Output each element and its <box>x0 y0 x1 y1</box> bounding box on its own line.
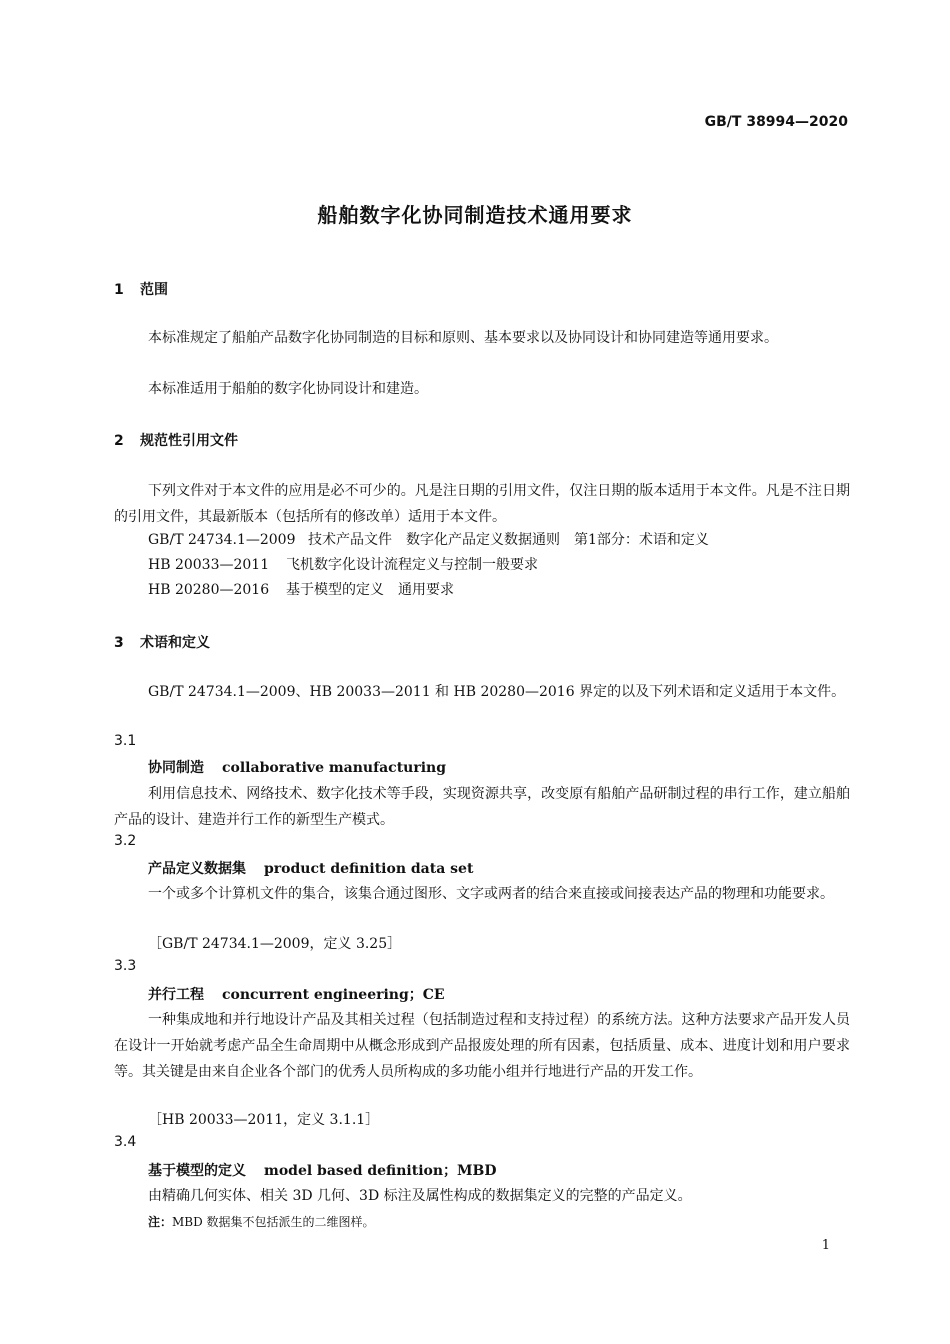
term-definition: 利用信息技术、网络技术、数字化技术等手段，实现资源共享，改变原有船舶产品研制过程的串行工作，建立船舶产品的设计、建造并行工作的新型生产模式。 <box>114 786 850 828</box>
term-english: product definition data set <box>264 861 474 877</box>
section-3-heading <box>114 632 210 652</box>
term-source: ［GB/T 24734.1—2009，定义 3.25］ <box>148 936 402 952</box>
section-title: 规范性引用文件 <box>140 433 238 449</box>
reference-title: 技术产品文件 数字化产品定义数据通则 第1部分：术语和定义 <box>308 532 709 548</box>
term-chinese: 基于模型的定义 <box>148 1163 246 1179</box>
term-chinese: 协同制造 <box>148 760 204 776</box>
section-number: 2 <box>114 433 124 449</box>
term-heading <box>148 1160 497 1180</box>
term-number: 3.3 <box>114 958 137 974</box>
section-title: 术语和定义 <box>140 635 210 651</box>
term-english: model based definition；MBD <box>264 1163 497 1179</box>
term-chinese: 并行工程 <box>148 987 204 1003</box>
term-definition: 由精确几何实体、相关 3D 几何、3D 标注及属性构成的数据集定义的完整的产品定义。 <box>148 1188 692 1204</box>
section-2-heading <box>114 430 238 450</box>
page-number: 1 <box>821 1238 830 1253</box>
term-english: collaborative manufacturing <box>222 760 447 776</box>
term-heading <box>148 984 445 1004</box>
term-chinese: 产品定义数据集 <box>148 861 246 877</box>
note-label: 注： <box>148 1215 173 1229</box>
reference-code: GB/T 24734.1—2009 <box>148 532 296 548</box>
term-note <box>148 1213 375 1230</box>
reference-code: HB 20033—2011 <box>148 557 270 573</box>
section-number: 3 <box>114 635 124 651</box>
section-number: 1 <box>114 282 124 298</box>
standard-number: GB/T 38994—2020 <box>704 114 848 130</box>
term-heading <box>148 757 446 777</box>
term-source: ［HB 20033—2011，定义 3.1.1］ <box>148 1112 380 1128</box>
term-number: 3.2 <box>114 833 137 849</box>
section-1-heading <box>114 279 168 299</box>
section-1-paragraph-2: 本标准适用于船舶的数字化协同设计和建造。 <box>148 381 428 397</box>
term-number: 3.4 <box>114 1134 137 1150</box>
term-definition: 一种集成地和并行地设计产品及其相关过程（包括制造过程和支持过程）的系统方法。这种方法要求产品开发人员在设计一开始就考虑产品全生命周期中从概念形成到产品报废处理的所有因素，包括质量、成本、进度计划和用户要求等。其关键是由来自企业各个部门的优秀人员所构成的多功能小组并行地进行产品的开发工作。 <box>114 1012 850 1080</box>
reference-code: HB 20280—2016 <box>148 582 270 598</box>
term-definition: 一个或多个计算机文件的集合，该集合通过图形、文字或两者的结合来直接或间接表达产品的物理和功能要求。 <box>148 886 834 902</box>
document-title: 船舶数字化协同制造技术通用要求 <box>317 203 633 227</box>
term-english: concurrent engineering；CE <box>222 987 445 1003</box>
reference-item <box>148 553 538 577</box>
section-2-paragraph: 下列文件对于本文件的应用是必不可少的。凡是注日期的引用文件，仅注日期的版本适用于本文件。凡是不注日期的引用文件，其最新版本（包括所有的修改单）适用于本文件。 <box>114 483 850 525</box>
reference-title: 基于模型的定义 通用要求 <box>286 582 454 598</box>
term-heading <box>148 858 473 878</box>
reference-title: 飞机数字化设计流程定义与控制一般要求 <box>286 557 538 573</box>
section-3-intro: GB/T 24734.1—2009、HB 20033—2011 和 HB 20280—2016 界定的以及下列术语和定义适用于本文件。 <box>148 684 846 700</box>
section-1-paragraph-1: 本标准规定了船舶产品数字化协同制造的目标和原则、基本要求以及协同设计和协同建造等通用要求。 <box>148 330 778 346</box>
term-number: 3.1 <box>114 733 137 749</box>
reference-item <box>148 578 454 602</box>
note-text: MBD 数据集不包括派生的二维图样。 <box>172 1215 375 1229</box>
section-title: 范围 <box>140 282 168 298</box>
reference-item <box>148 528 709 552</box>
